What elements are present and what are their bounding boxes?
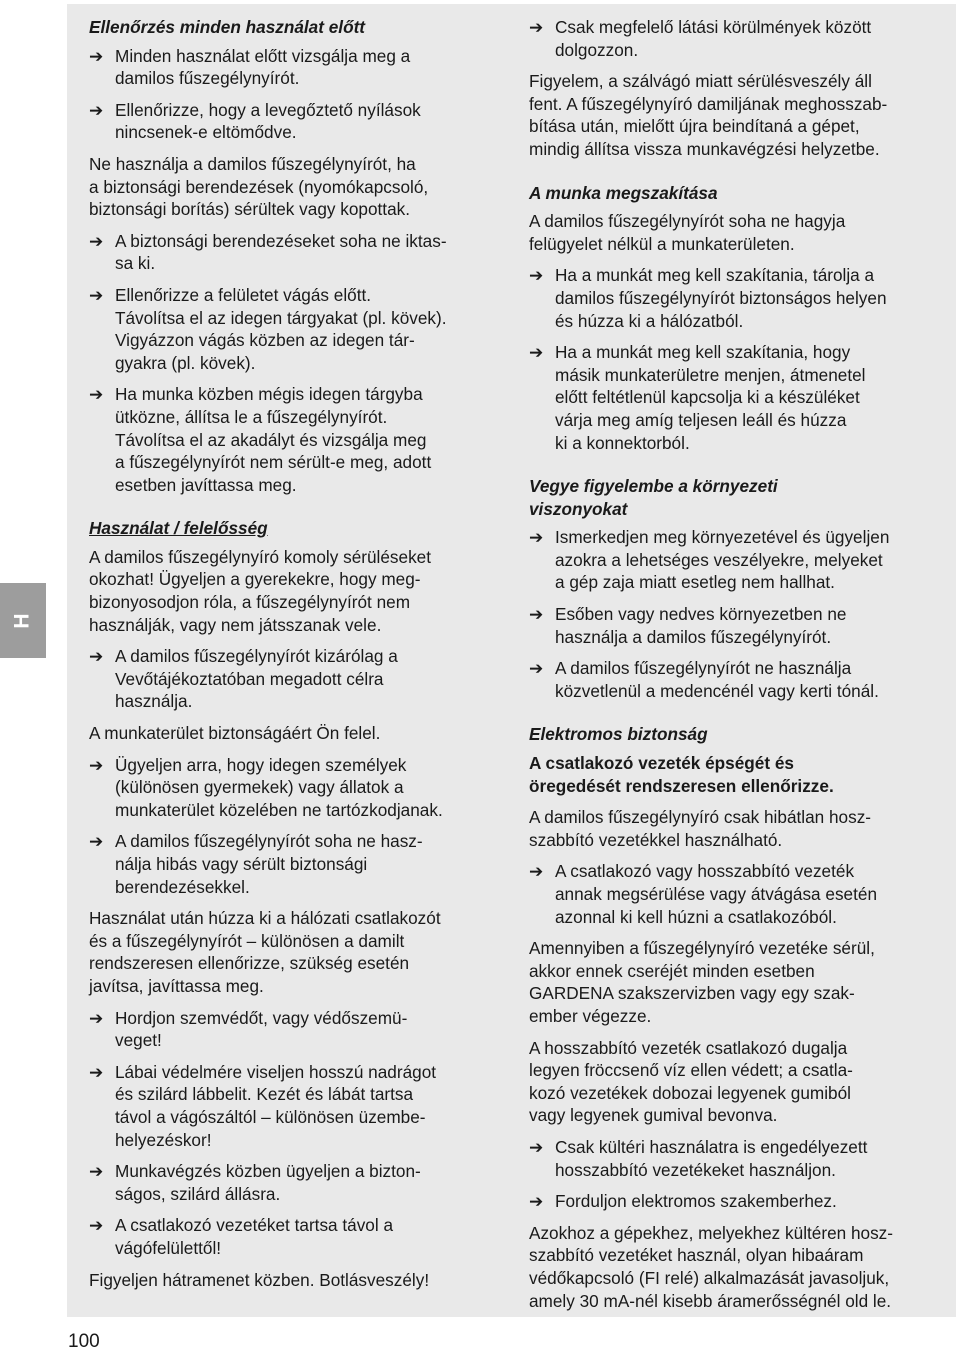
text-line: ságos, szilárd állásra. [115, 1183, 281, 1204]
text-line: A damilos fűszegélynyírót soha ne hasz- [115, 831, 423, 852]
bullet-item [89, 383, 499, 496]
text-line: rendszeresen ellenőrizze, szükség esetén [89, 953, 410, 974]
bullet-item [89, 1160, 499, 1205]
text-line: legyen fröccsenő víz ellen védett; a csatla- [529, 1060, 853, 1081]
arrow-bullet-icon: ➔ [89, 754, 104, 775]
text-line: Vigyázzon vágás közben az idegen tár- [115, 330, 415, 351]
text-line: viszonyokat [529, 498, 628, 519]
text-line: felügyelet nélkül a munkaterületen. [529, 233, 795, 254]
bullet-item [89, 1214, 499, 1259]
text-line: várja meg amíg teljesen leáll és húzza [555, 409, 847, 430]
text-line: A damilos fűszegélynyíró komoly sérüléseket [89, 546, 431, 567]
text-line: és húzza ki a hálózatból. [555, 310, 744, 331]
text-line: sa ki. [115, 253, 156, 274]
text-line: biztonsági borítás) sérültek vagy kopottak. [89, 199, 410, 220]
paragraph [529, 937, 941, 1027]
right-column [529, 16, 941, 1321]
text-line: használják, vagy nem játsszanak vele. [89, 614, 382, 635]
bullet-item [89, 830, 499, 898]
text-line: A munkaterület biztonságáért Ön felel. [89, 723, 381, 744]
paragraph [529, 1222, 941, 1312]
paragraph [89, 546, 499, 636]
paragraph [89, 907, 499, 997]
text-line: Figyelem, a szálvágó miatt sérülésveszély áll [529, 71, 872, 92]
text-line: A munka megszakítása [529, 182, 718, 203]
text-line: A damilos fűszegélynyíró csak hibátlan hosz- [529, 807, 872, 828]
arrow-bullet-icon: ➔ [89, 1061, 104, 1082]
arrow-bullet-icon: ➔ [89, 831, 104, 852]
arrow-bullet-icon: ➔ [529, 527, 544, 548]
text-line: szabbító vezetékkel használható. [529, 829, 783, 850]
arrow-bullet-icon: ➔ [529, 861, 544, 882]
text-line: A damilos fűszegélynyírót ne használja [555, 658, 852, 679]
bullet-item [89, 1061, 499, 1151]
section-heading [529, 182, 941, 205]
text-line: okozhat! Ügyeljen a gyerekekre, hogy meg- [89, 569, 421, 590]
text-line: javítsa, javíttassa meg. [89, 975, 264, 996]
arrow-bullet-icon: ➔ [89, 99, 104, 120]
bullet-item [529, 603, 941, 648]
text-line: A hosszabbító vezeték csatlakozó dugalja [529, 1037, 848, 1058]
arrow-bullet-icon: ➔ [89, 646, 104, 667]
text-line: berendezésekkel. [115, 876, 250, 897]
text-line: Azokhoz a gépekhez, melyekhez kültéren hosz- [529, 1222, 894, 1243]
arrow-bullet-icon: ➔ [529, 1136, 544, 1157]
arrow-bullet-icon: ➔ [529, 342, 544, 363]
arrow-bullet-icon: ➔ [89, 45, 104, 66]
bullet-item [89, 284, 499, 374]
text-line: azokra a lehetséges veszélyekre, melyeket [555, 549, 883, 570]
text-line: GARDENA szakszervizben vagy egy szak- [529, 983, 855, 1004]
text-line: távol a vágószáltól – különösen üzembe- [115, 1106, 426, 1127]
text-line: előtt feltétlenül kapcsolja ki a készüléket [555, 387, 860, 408]
arrow-bullet-icon: ➔ [89, 284, 104, 305]
text-line: Minden használat előtt vizsgálja meg a [115, 45, 411, 66]
paragraph [529, 210, 941, 255]
text-line: amely 30 mA-nél kisebb áramerősségnél old le. [529, 1290, 892, 1311]
bullet-item [529, 341, 941, 454]
section-heading [529, 475, 941, 520]
paragraph [529, 70, 941, 160]
bullet-item [529, 1190, 941, 1213]
arrow-bullet-icon: ➔ [89, 1161, 104, 1182]
bullet-item [89, 45, 499, 90]
text-line: Munkavégzés közben ügyeljen a bizton- [115, 1161, 421, 1182]
arrow-bullet-icon: ➔ [529, 1191, 544, 1212]
text-line: Amennyiben a fűszegélynyíró vezetéke sérül, [529, 938, 875, 959]
text-line: veget! [115, 1030, 162, 1051]
text-line: ütközne, állítsa le a fűszegélynyírót. [115, 406, 388, 427]
paragraph [89, 1269, 499, 1292]
text-line: használja a damilos fűszegélynyírót. [555, 626, 832, 647]
text-line: nálja hibás vagy sérült biztonsági [115, 854, 368, 874]
text-line: Lábai védelmére viseljen hosszú nadrágot [115, 1061, 437, 1082]
text-line: Használat / felelősség [89, 518, 268, 539]
arrow-bullet-icon: ➔ [529, 265, 544, 286]
text-line: a gép zaja miatt esetleg nem hallhat. [555, 572, 835, 593]
text-line: szabbító vezetéket használ, olyan hibaáram [529, 1245, 864, 1266]
text-line: Ha munka közben mégis idegen tárgyba [115, 384, 423, 405]
section-heading [89, 16, 499, 39]
language-tab-letter: H [10, 612, 34, 629]
bullet-item [89, 1007, 499, 1052]
language-tab [0, 583, 46, 658]
text-line: munkaterület közelében ne tartózkodjanak. [115, 799, 443, 820]
text-line: Csak kültéri használatra is engedélyezett [555, 1136, 868, 1157]
text-line: ember végezze. [529, 1005, 652, 1026]
bullet-item [89, 230, 499, 275]
text-line: esetben javíttassa meg. [115, 474, 297, 495]
text-line: Vevőtájékoztatóban megadott célra [115, 668, 384, 689]
paragraph [89, 153, 499, 221]
section-heading [89, 517, 499, 540]
bullet-item [89, 754, 499, 822]
text-line: védőkapcsoló (FI relé) alkalmazását javasoljuk, [529, 1267, 890, 1288]
text-line: kozó vezetékek dobozai legyenek gumiból [529, 1082, 851, 1103]
text-line: vágófelülettől! [115, 1237, 222, 1258]
bullet-item [89, 99, 499, 144]
subheading [529, 752, 941, 797]
bullet-item [89, 645, 499, 713]
text-line: a biztonsági berendezések (nyomókapcsoló, [89, 176, 429, 197]
bullet-item [529, 860, 941, 928]
text-line: nincsenek-e eltömődve. [115, 122, 297, 143]
text-line: Ügyeljen arra, hogy idegen személyek [115, 754, 407, 775]
text-line: és szilárd lábbelit. Kezét és lábát tartsa [115, 1084, 414, 1105]
text-line: Forduljon elektromos szakemberhez. [555, 1191, 837, 1212]
text-line: A csatlakozó vagy hosszabbító vezeték [555, 861, 855, 882]
text-line: bizonyosodjon róla, a fűszegélynyírót nem [89, 592, 411, 613]
text-line: gyakra (pl. kövek). [115, 352, 256, 373]
text-line: a fűszegélynyírót nem sérült-e meg, adott [115, 452, 432, 473]
text-line: Figyeljen hátramenet közben. Botlásveszély! [89, 1269, 430, 1290]
paragraph [529, 806, 941, 851]
section-heading [529, 723, 941, 746]
text-line: dolgozzon. [555, 39, 639, 60]
bullet-item [529, 526, 941, 594]
page-number: 100 [68, 1331, 100, 1352]
text-line: A damilos fűszegélynyírót kizárólag a [115, 646, 398, 667]
arrow-bullet-icon: ➔ [89, 230, 104, 251]
text-line: Távolítsa el az akadályt és vizsgálja meg [115, 429, 427, 450]
arrow-bullet-icon: ➔ [89, 1007, 104, 1028]
text-line: Ellenőrizze, hogy a levegőztető nyílások [115, 99, 421, 120]
text-line: Ha a munkát meg kell szakítania, hogy [555, 342, 851, 363]
paragraph [89, 722, 499, 745]
text-line: mindig állítsa vissza munkavégzési helyzetbe. [529, 138, 880, 159]
text-line: Ellenőrzés minden használat előtt [89, 17, 366, 37]
text-line: közvetlenül a medencénél vagy kerti tónál. [555, 680, 879, 701]
text-line: Ha a munkát meg kell szakítania, tárolja a [555, 265, 875, 286]
text-line: használja. [115, 691, 193, 712]
text-line: Hordjon szemvédőt, vagy védőszemü- [115, 1007, 408, 1028]
text-line: fent. A fűszegélynyíró damiljának meghosszab- [529, 93, 888, 114]
bullet-item [529, 657, 941, 702]
text-line: bítása után, mielőtt újra beindítaná a gépet, [529, 116, 860, 137]
left-column [89, 16, 499, 1300]
text-line: A csatlakozó vezeték épségét és [529, 753, 794, 774]
text-line: helyezéskor! [115, 1129, 212, 1150]
arrow-bullet-icon: ➔ [89, 1215, 104, 1236]
paragraph [529, 1037, 941, 1127]
text-line: és a fűszegélynyírót – különösen a damilt [89, 930, 405, 951]
text-line: másik munkaterületre menjen, átmenetel [555, 364, 866, 385]
text-line: Esőben vagy nedves környezetben ne [555, 604, 847, 625]
text-line: ki a konnektorból. [555, 432, 690, 453]
text-line: Használat után húzza ki a hálózati csatlakozót [89, 908, 441, 929]
text-line: damilos fűszegélynyírót biztonságos helyen [555, 287, 887, 308]
arrow-bullet-icon: ➔ [529, 658, 544, 679]
text-line: hosszabbító vezetékeket használjon. [555, 1159, 836, 1180]
text-line: akkor ennek cseréjét minden esetben [529, 960, 815, 981]
bullet-item [529, 264, 941, 332]
text-line: Vegye figyelembe a környezeti [529, 476, 778, 497]
bullet-item [529, 16, 941, 61]
text-line: A biztonsági berendezéseket soha ne iktas- [115, 230, 447, 251]
text-line: Csak megfelelő látási körülmények között [555, 17, 872, 37]
text-line: azonnal ki kell húzni a csatlakozóból. [555, 906, 837, 927]
text-line: öregedését rendszeresen ellenőrizze. [529, 775, 834, 796]
arrow-bullet-icon: ➔ [529, 17, 544, 37]
text-line: vagy legyenek gumival bevonva. [529, 1105, 778, 1126]
text-line: annak megsérülése vagy átvágása esetén [555, 884, 877, 904]
text-line: Távolítsa el az idegen tárgyakat (pl. kövek). [115, 307, 447, 328]
text-line: Ismerkedjen meg környezetével és ügyeljen [555, 527, 890, 548]
text-line: Ne használja a damilos fűszegélynyírót, ha [89, 153, 416, 174]
bullet-item [529, 1136, 941, 1181]
arrow-bullet-icon: ➔ [89, 384, 104, 405]
text-line: A csatlakozó vezetéket tartsa távol a [115, 1215, 394, 1236]
text-line: damilos fűszegélynyírót. [115, 68, 300, 89]
text-line: Elektromos biztonság [529, 724, 708, 745]
text-line: (különösen gyermekek) vagy állatok a [115, 777, 404, 798]
text-line: Ellenőrizze a felületet vágás előtt. [115, 284, 372, 305]
arrow-bullet-icon: ➔ [529, 604, 544, 625]
text-line: A damilos fűszegélynyírót soha ne hagyja [529, 211, 846, 232]
